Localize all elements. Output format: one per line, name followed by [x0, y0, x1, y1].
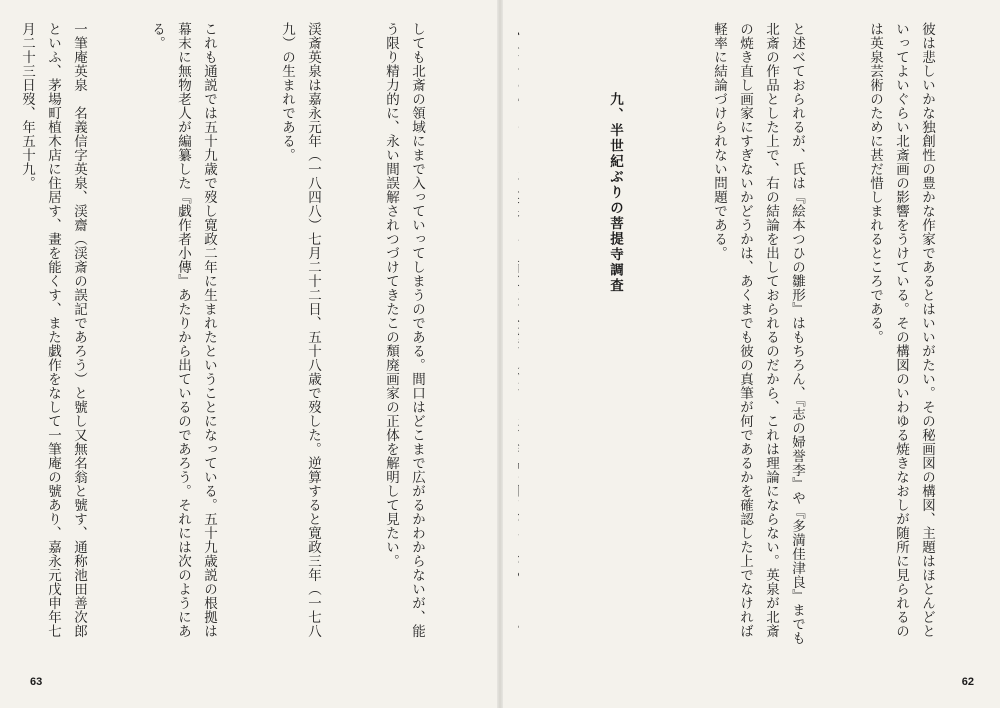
quoted-entry: 一筆庵英泉 名義信字英泉、渓齋（渓斎の誤記であろう）と號し又無名翁と號す、通称池田善次郎といふ、茅場町植木店に住居す、畫を能くす、また戯作をなして一筆庵の號あり、嘉永元戊申年七月二十三日歿、年五十九。 — [19, 22, 87, 638]
left-page-text — [14, 22, 482, 650]
paragraph: しても北斎の領域にまで入っていってしまうのである。間口はどこまで広がるかわからないが、能う限り精力的に、永い間誤解されつづけてきたこの頽廃画家の正体を解明して見たい。 — [383, 22, 425, 638]
right-page-text — [518, 22, 992, 650]
paragraph: これも通説では五十九歳で歿し寛政二年に生まれたということになっている。五十九歳説の根拠は幕末に無物老人が編纂した『戯作者小傳』あたりから出ているのであろう。それには次のようにある。 — [149, 22, 217, 638]
paragraph: 彼は悲しいかな独創性の豊かな作家であるとはいいがたい。その秘画図の構図、主題はほとんどといってよいぐらい北斎画の影響をうけている。その構図のいわゆる焼きなおしが随所に見られるのは英泉芸術のために甚だ惜しまれるところである。 — [867, 22, 935, 638]
paragraph: 渓斎英泉は嘉永元年（一八四八）七月二十二日、五十八歳で歿した。逆算すると寛政三年（一七八九）の生まれである。 — [279, 22, 321, 638]
paragraph: と述べておられるが、氏は『絵本つひの雛形』はもちろん、『志の婦誉李』や『多満佳津良』までも北斎の作品とした上で、右の結論を出しておられるのだから、これは理論にならない。英泉が北斎の焼き直し画家にすぎないかどうかは、あくまでも彼の真筆が何であるかを確認した上でなければ軽率に結論づけられない問題である。 — [711, 22, 805, 646]
page-number: 63 — [30, 676, 43, 688]
page-number: 62 — [961, 676, 974, 688]
right-page — [500, 0, 1000, 708]
section-heading: 九、半世紀ぶりの菩提寺調査 — [607, 92, 623, 294]
paragraph — [518, 22, 524, 650]
